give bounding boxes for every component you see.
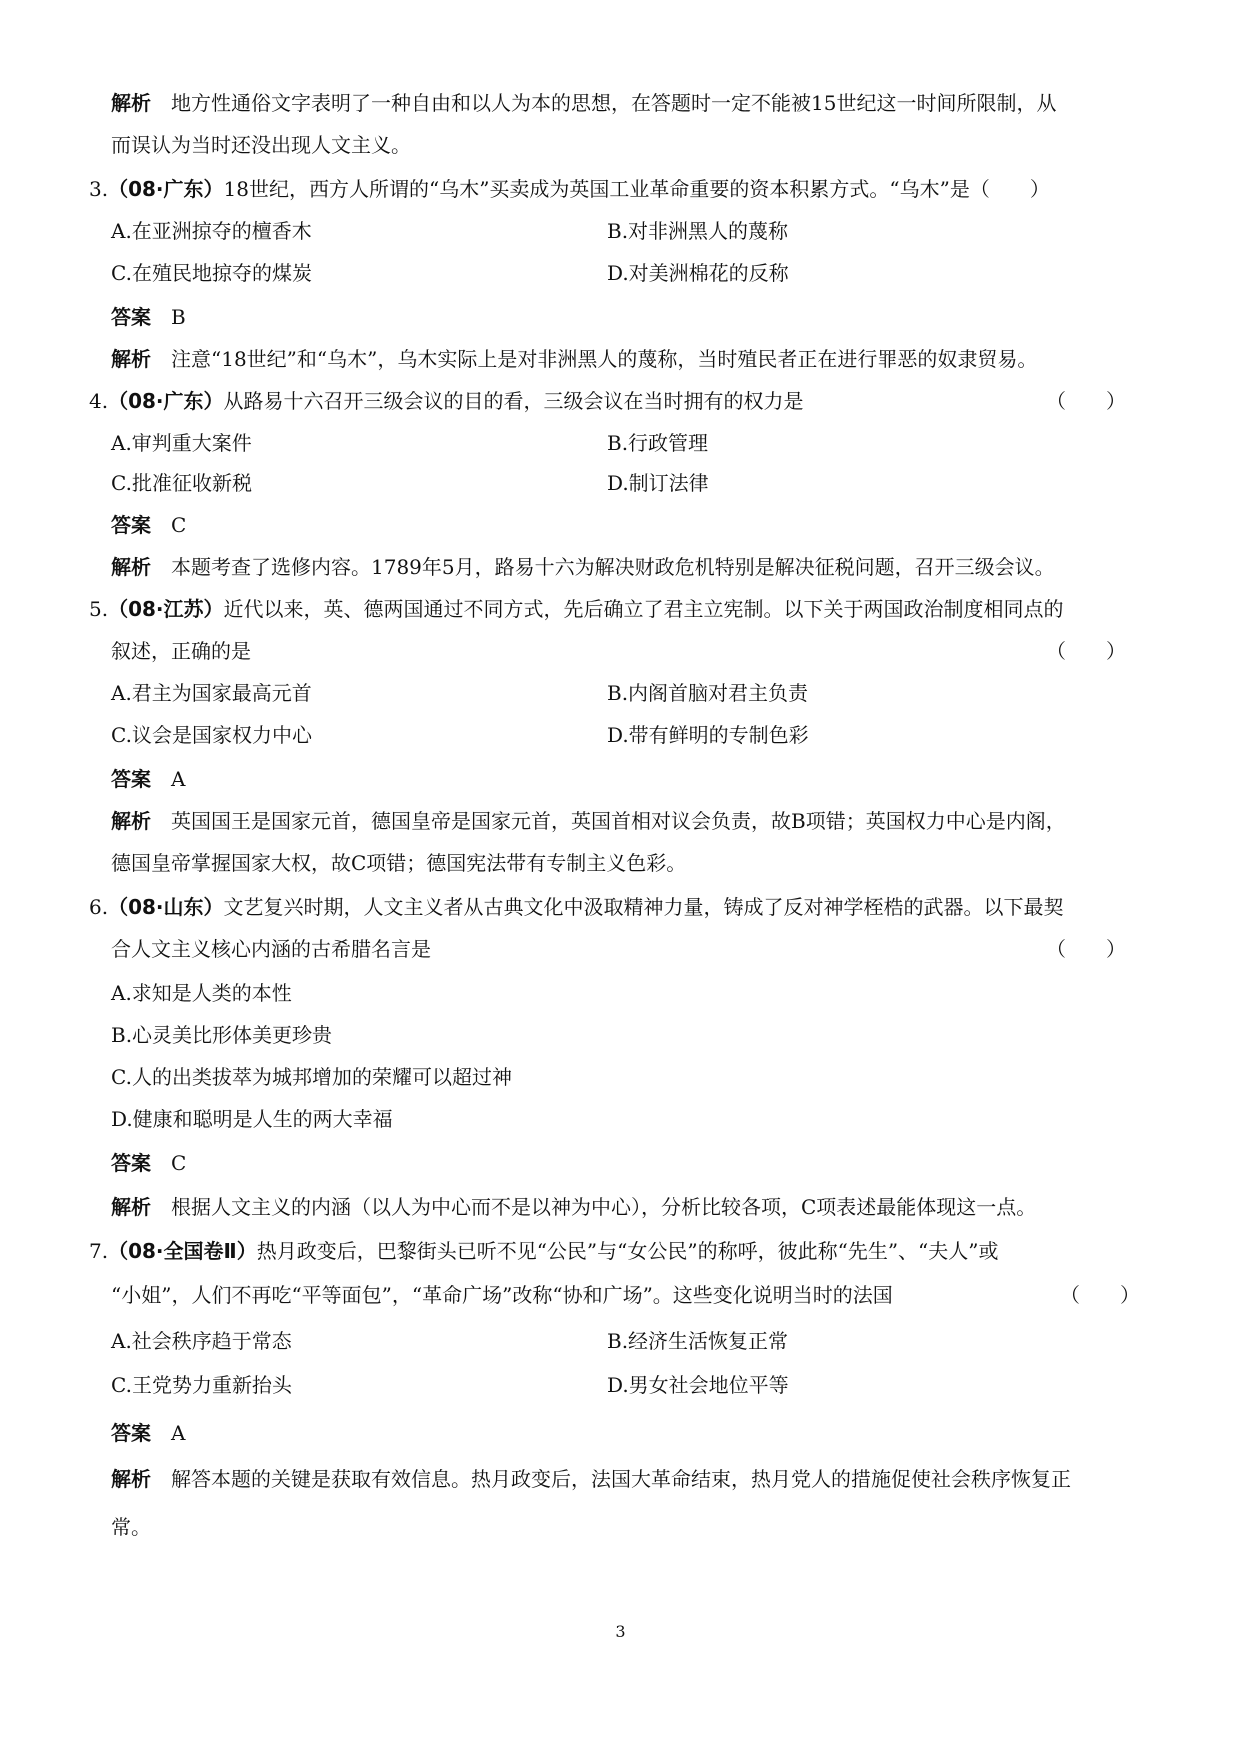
question-4-answer: 答案 C: [111, 513, 187, 537]
question-6-answer: 答案 C: [111, 1151, 187, 1175]
question-3-stem: 3.（08·广东）18世纪，西方人所谓的“乌木”买卖成为英国工业革命重要的资本积累方式。“乌木”是（ ）: [89, 177, 1050, 201]
question-7-option-b: B.经济生活恢复正常: [607, 1329, 789, 1353]
question-3-option-b: B.对非洲黑人的蔑称: [607, 219, 789, 243]
question-6-option-d: D.健康和聪明是人生的两大幸福: [111, 1107, 393, 1131]
question-6-option-c: C.人的出类拔萃为城邦增加的荣耀可以超过神: [111, 1065, 512, 1089]
question-5-answer: 答案 A: [111, 767, 186, 791]
question-6-stem-line-2: 合人文主义核心内涵的古希腊名言是: [111, 937, 431, 961]
question-5-analysis-line-1: 解析 英国国王是国家元首，德国皇帝是国家元首，英国首相对议会负责，故B项错；英国权力中心是内阁，: [111, 809, 1066, 833]
question-7-stem-line-1: 7.（08·全国卷Ⅱ）热月政变后，巴黎街头已听不见“公民”与“女公民”的称呼，彼此称“先生”、“夫人”或: [89, 1239, 999, 1263]
question-6-analysis: 解析 根据人文主义的内涵（以人为中心而不是以神为中心），分析比较各项，C项表述最能体现这一点。: [111, 1195, 1037, 1219]
question-4-option-d: D.制订法律: [607, 471, 709, 495]
analysis-label: 解析: [111, 91, 151, 115]
question-5-stem-line-2: 叙述，正确的是: [111, 639, 251, 663]
question-5-option-d: D.带有鲜明的专制色彩: [607, 723, 809, 747]
question-6-answer-blank: （ ）: [1046, 937, 1126, 961]
question-7-option-d: D.男女社会地位平等: [607, 1373, 789, 1397]
question-5-option-c: C.议会是国家权力中心: [111, 723, 312, 747]
question-7-option-c: C.王党势力重新抬头: [111, 1373, 292, 1397]
question-4-analysis: 解析 本题考查了选修内容。1789年5月，路易十六为解决财政危机特别是解决征税问题，召开三级会议。: [111, 555, 1055, 579]
question-3-option-a: A.在亚洲掠夺的檀香木: [111, 219, 312, 243]
question-4-option-a: A.审判重大案件: [111, 431, 252, 455]
intro-analysis-line-1: 解析 地方性通俗文字表明了一种自由和以人为本的思想，在答题时一定不能被15世纪这一时间所限制，从: [111, 91, 1057, 115]
question-5-option-a: A.君主为国家最高元首: [111, 681, 312, 705]
question-6-stem-line-1: 6.（08·山东）文艺复兴时期，人文主义者从古典文化中汲取精神力量，铸成了反对神学桎梏的武器。以下最契: [89, 895, 1064, 919]
question-4-stem: 4.（08·广东）从路易十六召开三级会议的目的看，三级会议在当时拥有的权力是: [89, 389, 804, 413]
question-7-answer: 答案 A: [111, 1421, 186, 1445]
question-5-stem-line-1: 5.（08·江苏）近代以来，英、德两国通过不同方式，先后确立了君主立宪制。以下关于两国政治制度相同点的: [89, 597, 1064, 621]
question-7-answer-blank: （ ）: [1060, 1283, 1140, 1307]
intro-analysis-line-2: 而误认为当时还没出现人文主义。: [111, 133, 411, 157]
question-6-option-a: A.求知是人类的本性: [111, 981, 292, 1005]
question-7-stem-line-2: “小姐”，人们不再吃“平等面包”，“革命广场”改称“协和广场”。这些变化说明当时的法国: [111, 1283, 893, 1307]
question-7-analysis-line-1: 解析 解答本题的关键是获取有效信息。热月政变后，法国大革命结束，热月党人的措施促使社会秩序恢复正: [111, 1467, 1071, 1491]
question-3-analysis: 解析 注意“18世纪”和“乌木”，乌木实际上是对非洲黑人的蔑称，当时殖民者正在进行罪恶的奴隶贸易。: [111, 347, 1038, 371]
question-4-answer-blank: （ ）: [1046, 389, 1126, 413]
question-3-answer: 答案 B: [111, 305, 186, 329]
question-3-option-d: D.对美洲棉花的反称: [607, 261, 789, 285]
question-6-option-b: B.心灵美比形体美更珍贵: [111, 1023, 333, 1047]
question-5-option-b: B.内阁首脑对君主负责: [607, 681, 809, 705]
question-7-analysis-line-2: 常。: [111, 1515, 151, 1539]
question-5-answer-blank: （ ）: [1046, 639, 1126, 663]
page-number: 3: [615, 1622, 626, 1641]
question-4-option-b: B.行政管理: [607, 431, 709, 455]
question-5-analysis-line-2: 德国皇帝掌握国家大权，故C项错；德国宪法带有专制主义色彩。: [111, 851, 687, 875]
question-3-option-c: C.在殖民地掠夺的煤炭: [111, 261, 312, 285]
question-7-option-a: A.社会秩序趋于常态: [111, 1329, 292, 1353]
question-4-option-c: C.批准征收新税: [111, 471, 252, 495]
